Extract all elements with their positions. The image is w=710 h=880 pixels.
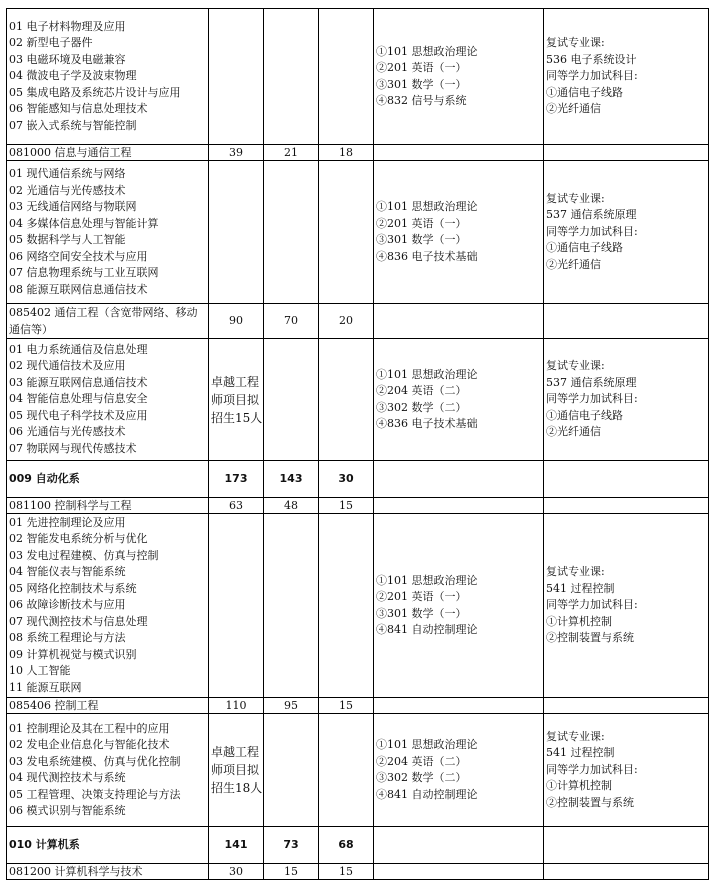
retest-item: 541 过程控制 xyxy=(546,746,615,760)
exam-subject: ④832 信号与系统 xyxy=(376,94,467,107)
exam-subject: ③302 数学（二） xyxy=(376,771,467,784)
research-direction: 06 智能感知与信息处理技术 xyxy=(9,102,148,116)
total-quota: 30 xyxy=(209,864,264,880)
exam-subject: ④841 自动控制理论 xyxy=(376,623,478,636)
exam-subject: ③301 数学（一） xyxy=(376,606,467,620)
research-direction: 04 多媒体信息处理与智能计算 xyxy=(9,216,159,230)
program-note-cell xyxy=(209,714,264,827)
exempt-quota: 73 xyxy=(264,827,319,864)
program-note-line: 招生18人 xyxy=(211,781,263,795)
directions-row xyxy=(7,339,709,461)
department-name: 009 自动化系 xyxy=(7,461,209,498)
research-directions-cell xyxy=(7,161,209,304)
retest-item: ②光纤通信 xyxy=(546,257,601,271)
retest-item: 复试专业课: xyxy=(546,729,605,743)
total-quota: 173 xyxy=(209,461,264,498)
empty-cell xyxy=(544,698,709,714)
research-direction: 06 网络空间安全技术与应用 xyxy=(9,249,148,263)
research-direction: 01 电力系统通信及信息处理 xyxy=(9,342,148,356)
research-direction: 01 电子材料物理及应用 xyxy=(9,19,126,33)
retest-item: ②光纤通信 xyxy=(546,425,601,439)
department-name: 010 计算机系 xyxy=(7,827,209,864)
empty-cell xyxy=(544,461,709,498)
exam-subjects-cell xyxy=(374,339,544,461)
retest-item: ①计算机控制 xyxy=(546,614,612,628)
exam-subject: ①101 思想政治理论 xyxy=(376,200,478,213)
empty-cell xyxy=(319,514,374,698)
research-direction: 02 智能发电系统分析与优化 xyxy=(9,532,148,546)
retest-item: 537 通信系统原理 xyxy=(546,208,637,222)
total-quota: 63 xyxy=(209,498,264,514)
empty-cell xyxy=(319,339,374,461)
empty-cell xyxy=(374,864,544,880)
exam-subject: ①101 思想政治理论 xyxy=(376,44,478,58)
exam-subject: ④836 电子技术基础 xyxy=(376,417,478,430)
retest-item: 复试专业课: xyxy=(546,565,605,579)
research-direction: 03 发电系统建模、仿真与优化控制 xyxy=(9,754,181,768)
exempt-quota: 70 xyxy=(264,304,319,339)
research-direction: 04 现代测控技术与系统 xyxy=(9,771,126,784)
retest-item: ②控制装置与系统 xyxy=(546,631,634,645)
admissions-catalog xyxy=(6,8,709,880)
research-direction: 01 控制理论及其在工程中的应用 xyxy=(9,721,170,735)
research-direction: 11 能源互联网 xyxy=(9,680,82,694)
exam-subject: ①101 思想政治理论 xyxy=(376,738,478,751)
major-name: 085402 通信工程（含宽带网络、移动通信等） xyxy=(7,304,209,339)
exempt-quota: 48 xyxy=(264,498,319,514)
program-note-line: 卓越工程 xyxy=(211,374,260,389)
unified-exam-quota: 15 xyxy=(319,864,374,880)
exam-subjects-cell xyxy=(374,9,544,145)
research-directions-cell xyxy=(7,9,209,145)
total-quota: 39 xyxy=(209,145,264,161)
major-row xyxy=(7,304,709,339)
research-direction: 04 智能仪表与智能系统 xyxy=(9,565,126,579)
research-direction: 03 无线通信网络与物联网 xyxy=(9,200,137,213)
catalog-body xyxy=(7,9,709,880)
empty-cell xyxy=(374,304,544,339)
research-directions-cell xyxy=(7,339,209,461)
unified-exam-quota: 18 xyxy=(319,145,374,161)
directions-row xyxy=(7,714,709,827)
major-row xyxy=(7,864,709,880)
catalog-table xyxy=(6,8,709,880)
total-quota: 90 xyxy=(209,304,264,339)
exam-subjects-cell xyxy=(374,714,544,827)
retest-item: 同等学力加试科目: xyxy=(546,598,638,612)
retest-item: 同等学力加试科目: xyxy=(546,762,638,776)
research-direction: 05 网络化控制技术与系统 xyxy=(9,581,137,595)
retest-subjects-cell xyxy=(544,514,709,698)
retest-item: 复试专业课: xyxy=(546,36,605,50)
empty-cell xyxy=(544,864,709,880)
exam-subjects-cell xyxy=(374,514,544,698)
empty-cell xyxy=(374,827,544,864)
exam-subject: ②201 英语（一） xyxy=(376,61,467,74)
empty-cell xyxy=(264,714,319,827)
empty-cell xyxy=(264,514,319,698)
program-note-cell xyxy=(209,514,264,698)
retest-item: ②控制装置与系统 xyxy=(546,795,634,809)
empty-cell xyxy=(264,9,319,145)
exempt-quota: 21 xyxy=(264,145,319,161)
major-row xyxy=(7,145,709,161)
research-direction: 01 先进控制理论及应用 xyxy=(9,515,126,529)
directions-row xyxy=(7,9,709,145)
research-direction: 04 智能信息处理与信息安全 xyxy=(9,392,148,406)
retest-item: 同等学力加试科目: xyxy=(546,69,638,83)
research-direction: 03 能源互联网信息通信技术 xyxy=(9,375,148,389)
research-direction: 05 集成电路及系统芯片设计与应用 xyxy=(9,85,181,99)
research-direction: 03 电磁环境及电磁兼容 xyxy=(9,52,126,66)
research-directions-cell xyxy=(7,714,209,827)
retest-item: ①通信电子线路 xyxy=(546,85,623,99)
research-direction: 02 光通信与光传感技术 xyxy=(9,183,126,197)
exempt-quota: 143 xyxy=(264,461,319,498)
research-direction: 08 系统工程理论与方法 xyxy=(9,631,126,645)
exempt-quota: 15 xyxy=(264,864,319,880)
empty-cell xyxy=(544,304,709,339)
program-note-line: 师项目拟 xyxy=(211,392,260,407)
retest-item: ①通信电子线路 xyxy=(546,241,623,255)
program-note-cell xyxy=(209,339,264,461)
exam-subject: ③301 数学（一） xyxy=(376,77,467,91)
research-direction: 07 嵌入式系统与智能控制 xyxy=(9,118,137,132)
retest-item: ①计算机控制 xyxy=(546,779,612,793)
major-name: 081100 控制科学与工程 xyxy=(7,498,209,514)
research-direction: 09 计算机视觉与模式识别 xyxy=(9,647,137,661)
exam-subjects-cell xyxy=(374,161,544,304)
major-name: 085406 控制工程 xyxy=(7,698,209,714)
exam-subject: ③302 数学（二） xyxy=(376,400,467,414)
major-name: 081200 计算机科学与技术 xyxy=(7,864,209,880)
department-row xyxy=(7,461,709,498)
unified-exam-quota: 20 xyxy=(319,304,374,339)
exam-subject: ④836 电子技术基础 xyxy=(376,249,478,263)
program-note-cell xyxy=(209,161,264,304)
unified-exam-quota: 15 xyxy=(319,698,374,714)
empty-cell xyxy=(544,498,709,514)
exam-subject: ④841 自动控制理论 xyxy=(376,787,478,801)
unified-exam-quota: 68 xyxy=(319,827,374,864)
retest-item: ①通信电子线路 xyxy=(546,408,623,422)
retest-subjects-cell xyxy=(544,161,709,304)
major-name: 081000 信息与通信工程 xyxy=(7,145,209,161)
retest-item: 536 电子系统设计 xyxy=(546,52,637,66)
empty-cell xyxy=(319,714,374,827)
retest-item: 同等学力加试科目: xyxy=(546,392,638,406)
retest-item: 541 过程控制 xyxy=(546,581,615,595)
department-row xyxy=(7,827,709,864)
empty-cell xyxy=(374,145,544,161)
research-direction: 08 能源互联网信息通信技术 xyxy=(9,282,148,296)
retest-item: 复试专业课: xyxy=(546,359,605,373)
program-note-cell xyxy=(209,9,264,145)
total-quota: 141 xyxy=(209,827,264,864)
research-direction: 06 故障诊断技术与应用 xyxy=(9,598,126,612)
unified-exam-quota: 30 xyxy=(319,461,374,498)
empty-cell xyxy=(544,827,709,864)
major-row xyxy=(7,698,709,714)
exempt-quota: 95 xyxy=(264,698,319,714)
retest-item: ②光纤通信 xyxy=(546,102,601,116)
research-direction: 04 微波电子学及波束物理 xyxy=(9,69,137,83)
research-direction: 03 发电过程建模、仿真与控制 xyxy=(9,548,159,562)
research-direction: 07 信息物理系统与工业互联网 xyxy=(9,266,159,279)
empty-cell xyxy=(544,145,709,161)
empty-cell xyxy=(374,698,544,714)
program-note-line: 招生15人 xyxy=(211,410,263,425)
exam-subject: ③301 数学（一） xyxy=(376,233,467,246)
research-direction: 01 现代通信系统与网络 xyxy=(9,167,126,180)
exam-subject: ①101 思想政治理论 xyxy=(376,367,478,381)
retest-item: 537 通信系统原理 xyxy=(546,375,637,389)
total-quota: 110 xyxy=(209,698,264,714)
exam-subject: ②204 英语（二） xyxy=(376,384,467,397)
research-direction: 07 物联网与现代传感技术 xyxy=(9,441,137,455)
empty-cell xyxy=(374,461,544,498)
directions-row xyxy=(7,514,709,698)
research-directions-cell xyxy=(7,514,209,698)
empty-cell xyxy=(264,339,319,461)
research-direction: 05 数据科学与人工智能 xyxy=(9,233,126,246)
exam-subject: ②201 英语（一） xyxy=(376,590,467,603)
empty-cell xyxy=(264,161,319,304)
program-note-line: 卓越工程 xyxy=(211,745,260,759)
research-direction: 05 工程管理、决策支持理论与方法 xyxy=(9,787,181,801)
research-direction: 05 现代电子科学技术及应用 xyxy=(9,408,148,422)
directions-row xyxy=(7,161,709,304)
empty-cell xyxy=(374,498,544,514)
research-direction: 10 人工智能 xyxy=(9,664,71,678)
empty-cell xyxy=(319,9,374,145)
research-direction: 02 现代通信技术及应用 xyxy=(9,359,126,373)
exam-subject: ②204 英语（二） xyxy=(376,754,467,768)
retest-subjects-cell xyxy=(544,9,709,145)
exam-subject: ①101 思想政治理论 xyxy=(376,573,478,587)
program-note-line: 师项目拟 xyxy=(211,763,260,777)
research-direction: 07 现代测控技术与信息处理 xyxy=(9,614,148,628)
research-direction: 02 发电企业信息化与智能化技术 xyxy=(9,738,170,751)
retest-subjects-cell xyxy=(544,714,709,827)
research-direction: 06 模式识别与智能系统 xyxy=(9,804,126,817)
unified-exam-quota: 15 xyxy=(319,498,374,514)
research-direction: 02 新型电子器件 xyxy=(9,36,93,50)
retest-subjects-cell xyxy=(544,339,709,461)
retest-item: 复试专业课: xyxy=(546,191,605,205)
major-row xyxy=(7,498,709,514)
empty-cell xyxy=(319,161,374,304)
research-direction: 06 光通信与光传感技术 xyxy=(9,425,126,439)
exam-subject: ②201 英语（一） xyxy=(376,216,467,230)
retest-item: 同等学力加试科目: xyxy=(546,224,638,238)
